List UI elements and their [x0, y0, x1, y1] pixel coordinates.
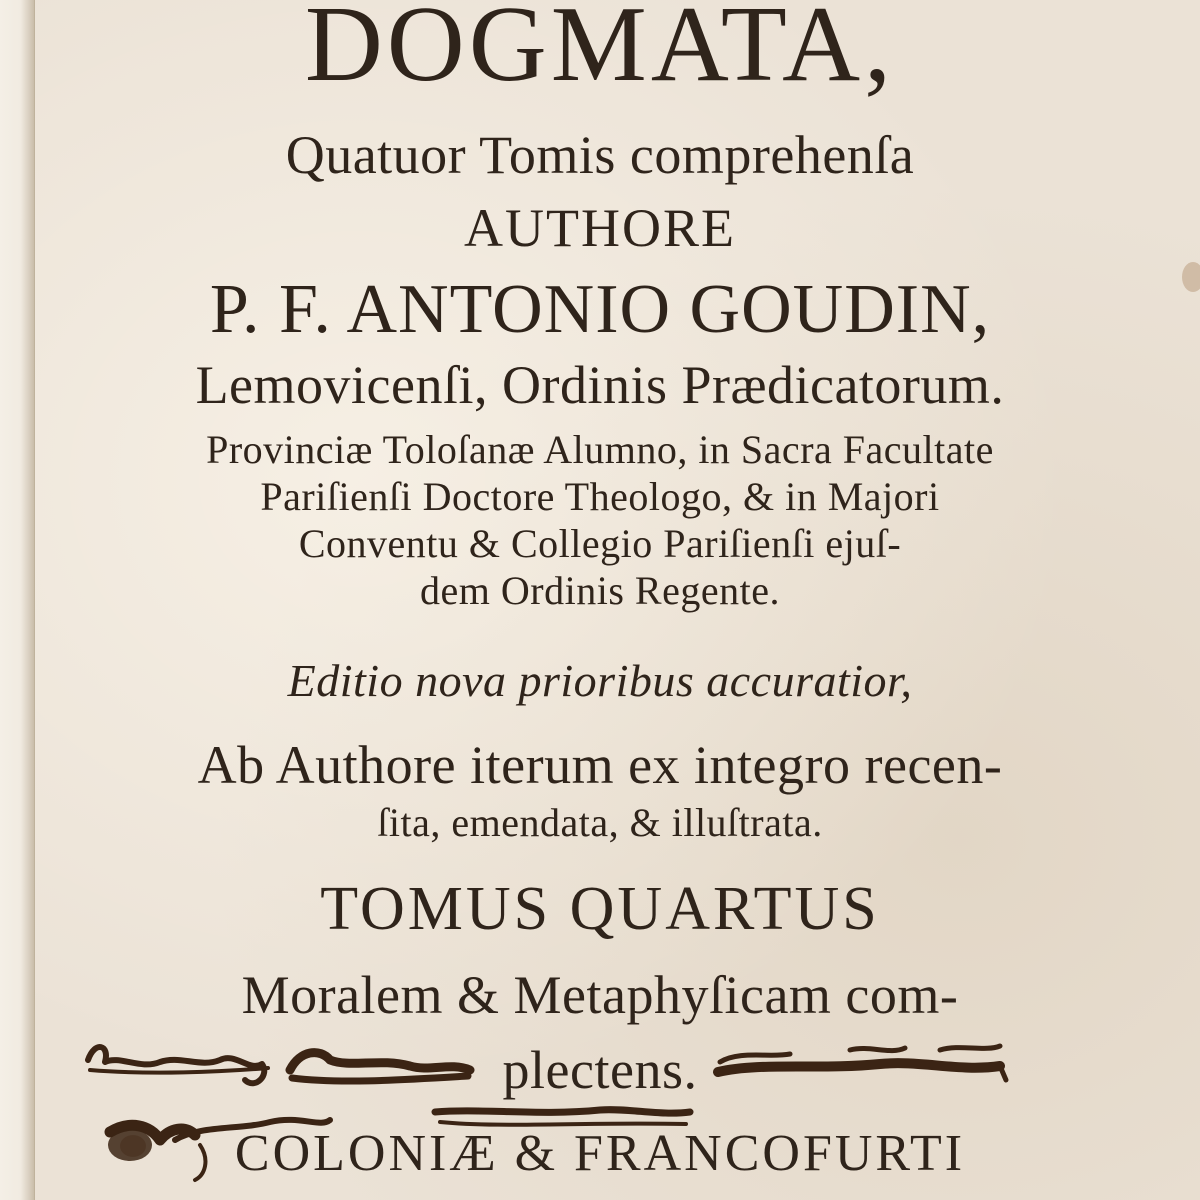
crossed-out-handwriting [435, 1110, 690, 1113]
author-name: P. F. ANTONIO GOUDIN, [209, 271, 991, 348]
imprint-place: COLONIÆ & FRANCOFURTI [234, 1125, 966, 1182]
book-title: DOGMATA, [304, 0, 896, 104]
author-description-3: Conventu & Collegio Pariſienſi ejuſ- [298, 521, 902, 566]
crossed-out-handwriting [290, 1053, 470, 1070]
author-affiliation: Lemovicenſi, Ordinis Prædicatorum. [195, 355, 1005, 415]
volume-contents-2: plectens. [502, 1040, 698, 1100]
edition-note-1: Ab Authore iterum ex integro recen- [197, 735, 1003, 795]
author-description-1: Provinciæ Toloſanæ Alumno, in Sacra Facultate [206, 427, 994, 472]
author-description-2: Pariſienſi Doctore Theologo, & in Majori [260, 474, 940, 519]
author-description-4: dem Ordinis Regente. [420, 568, 780, 613]
subtitle-line: Quatuor Tomis comprehenſa [285, 125, 915, 185]
author-label: AUTHORE [464, 198, 736, 258]
edition-statement: Editio nova prioribus accuratior, [287, 655, 913, 706]
volume-title: TOMUS QUARTUS [320, 875, 880, 943]
crossed-out-handwriting [718, 1063, 1000, 1072]
edition-note-2: ſita, emendata, & illuſtrata. [377, 800, 823, 845]
crossed-out-handwriting [88, 1047, 264, 1083]
volume-contents-1: Moralem & Metaphyſicam com- [241, 965, 959, 1025]
